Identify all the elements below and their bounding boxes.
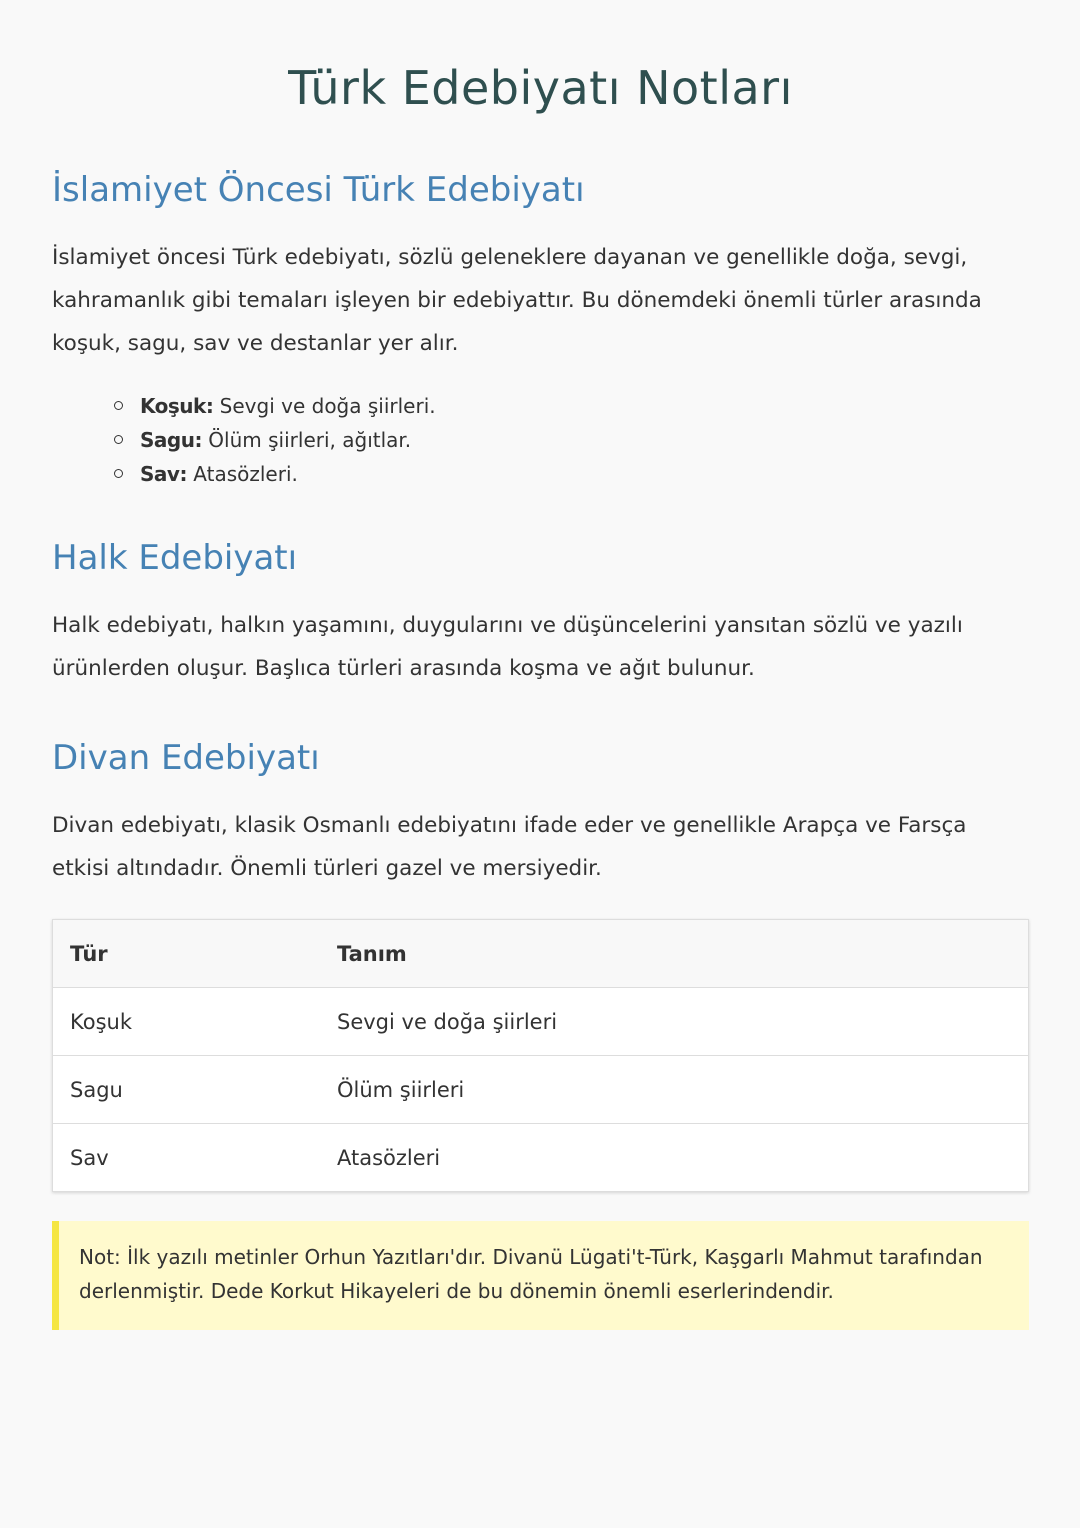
bullet-icon xyxy=(114,435,123,444)
section-paragraph-divan: Divan edebiyatı, klasik Osmanlı edebiyatını ifade eder ve genellikle Arapça ve Farsça etkisi altındadır. Önemli türleri gazel ve mersiyedir. xyxy=(52,813,967,881)
list-item xyxy=(114,457,436,491)
table-row xyxy=(53,988,1029,1056)
section-paragraph-islamiyet: İslamiyet öncesi Türk edebiyatı, sözlü geleneklere dayanan ve genellikle doğa, sevgi, kahramanlık gibi temaları işleyen bir edebiyattır. Bu dönemdeki önemli türler arasında koşuk, sagu, sav ve destanlar yer alır. xyxy=(52,245,982,356)
section-heading-halk: Halk Edebiyatı xyxy=(52,538,298,578)
list-item xyxy=(114,389,436,423)
list-item-term: Koşuk: xyxy=(140,394,214,418)
table-cell: Sav xyxy=(53,1124,321,1192)
genre-table xyxy=(52,919,1029,1192)
table-header-tanim: Tanım xyxy=(320,920,1029,988)
table-cell: Atasözleri xyxy=(320,1124,1029,1192)
list-item-desc: Atasözleri. xyxy=(186,462,298,486)
section-heading-islamiyet: İslamiyet Öncesi Türk Edebiyatı xyxy=(52,170,585,210)
table-cell: Sagu xyxy=(53,1056,321,1124)
table-header-row xyxy=(53,920,1029,988)
table-row xyxy=(53,1124,1029,1192)
list-item-desc: Ölüm şiirleri, ağıtlar. xyxy=(201,428,412,452)
table-header-tur: Tür xyxy=(53,920,321,988)
page-title: Türk Edebiyatı Notları xyxy=(288,61,793,115)
note-text: Not: İlk yazılı metinler Orhun Yazıtları'dır. Divanü Lügati't-Türk, Kaşgarlı Mahmut tarafından derlenmiştir. Dede Korkut Hikayeleri de bu dönemin önemli eserlerindendir. xyxy=(79,1245,983,1303)
bullet-icon xyxy=(114,469,123,478)
list-item-term: Sav: xyxy=(140,462,187,486)
table-row xyxy=(53,1056,1029,1124)
note-box xyxy=(52,1221,1029,1330)
table-cell: Sevgi ve doğa şiirleri xyxy=(320,988,1029,1056)
genre-list xyxy=(114,389,436,491)
bullet-icon xyxy=(114,401,123,410)
list-item xyxy=(114,423,436,457)
section-paragraph-halk: Halk edebiyatı, halkın yaşamını, duygularını ve düşüncelerini yansıtan sözlü ve yazılı ürünlerden oluşur. Başlıca türleri arasında koşma ve ağıt bulunur. xyxy=(52,613,963,681)
list-item-desc: Sevgi ve doğa şiirleri. xyxy=(213,394,436,418)
list-item-term: Sagu: xyxy=(140,428,202,452)
section-heading-divan: Divan Edebiyatı xyxy=(52,738,320,778)
table-cell: Ölüm şiirleri xyxy=(320,1056,1029,1124)
table-cell: Koşuk xyxy=(53,988,321,1056)
